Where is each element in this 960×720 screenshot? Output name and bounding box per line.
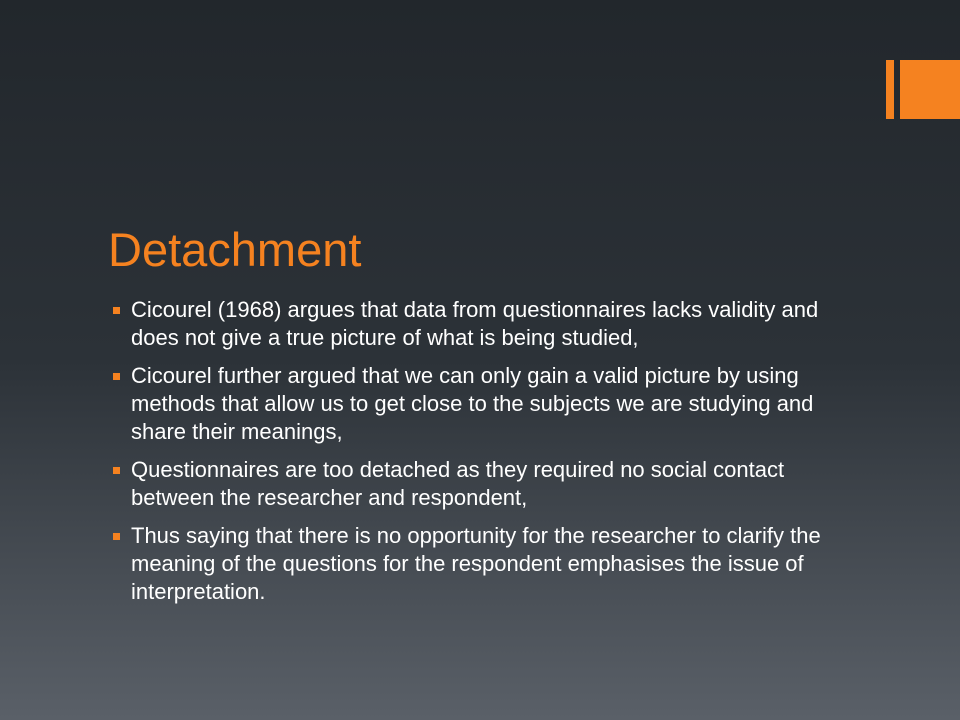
slide-title: Detachment [108,223,362,276]
bullet-text: Questionnaires are too detached as they required no social contact between the researcher and respondent, [131,457,785,510]
bullet-list [113,296,848,616]
square-bullet-icon [113,533,120,540]
accent-bar-block [900,60,960,119]
square-bullet-icon [113,373,120,380]
square-bullet-icon [113,467,120,474]
square-bullet-icon [113,307,120,314]
accent-bar-thin [886,60,894,119]
bullet-text: Cicourel (1968) argues that data from questionnaires lacks validity and does not give a true picture of what is being studied, [131,297,819,350]
bullet-item [113,296,848,352]
bullet-item [113,362,848,446]
bullet-text: Thus saying that there is no opportunity for the researcher to clarify the meaning of the questions for the respondent emphasises the issue of interpretation. [131,523,821,604]
bullet-text: Cicourel further argued that we can only gain a valid picture by using methods that allow us to get close to the subjects we are studying and share their meanings, [131,363,814,444]
bullet-item [113,522,848,606]
bullet-item [113,456,848,512]
